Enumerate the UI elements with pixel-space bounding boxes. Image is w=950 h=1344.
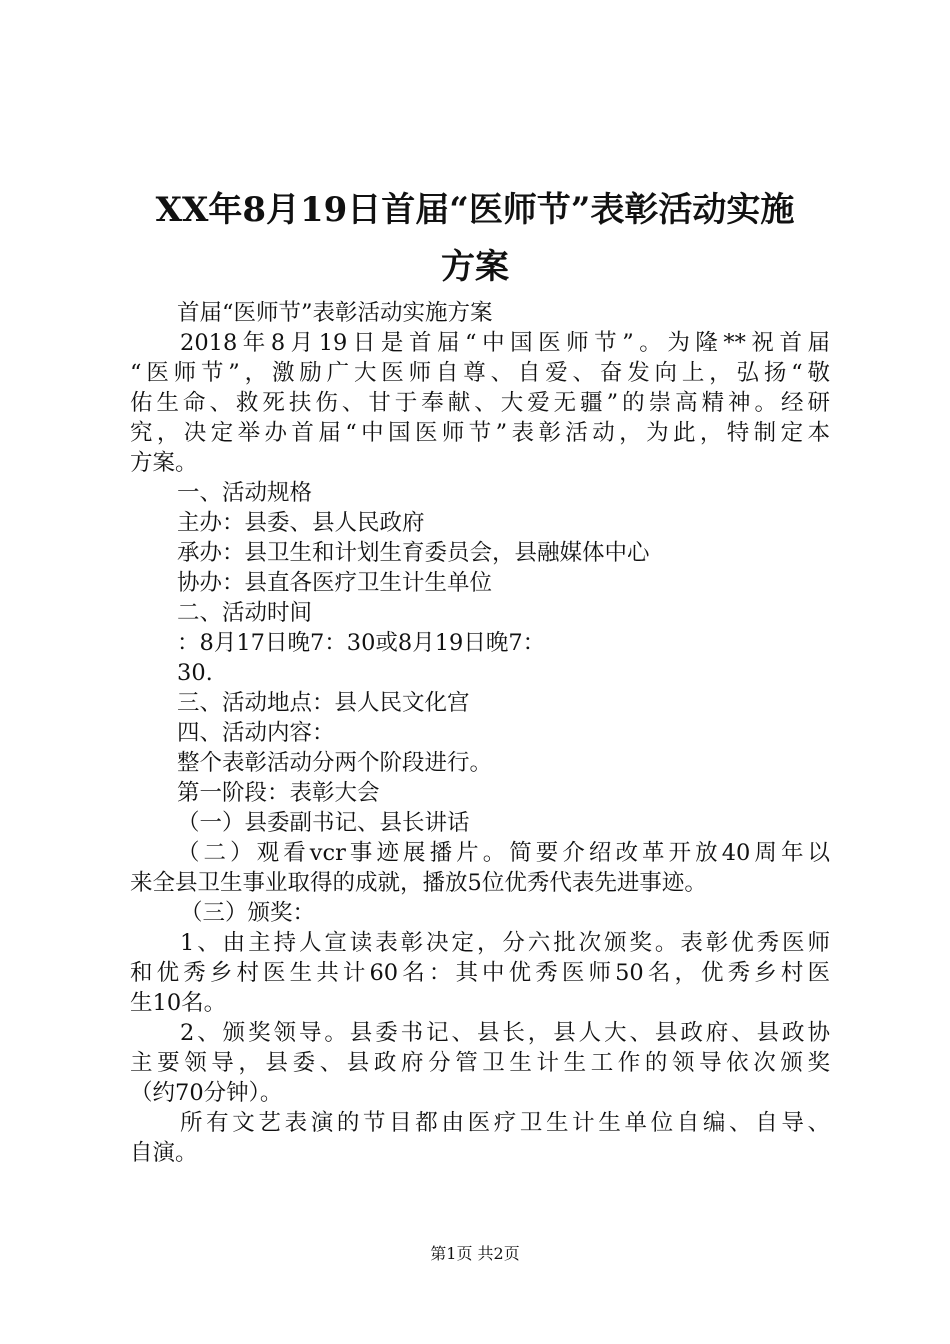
paragraph-line: （一）县委副书记、县长讲话 — [177, 810, 470, 836]
paragraph-line: （约70分钟）。 — [130, 1080, 283, 1106]
paragraph-line: 承办：县卫生和计划生育委员会，县融媒体中心 — [177, 540, 650, 566]
section-heading: 三、活动地点：县人民文化宫 — [177, 690, 470, 716]
paragraph-line: 和优秀乡村医生共计60名：其中优秀医师50名，优秀乡村医 — [130, 960, 830, 986]
paragraph-line: （二）观看vcr事迹展播片。简要介绍改革开放40周年以 — [177, 840, 830, 866]
paragraph-line: 整个表彰活动分两个阶段进行。 — [177, 750, 493, 776]
section-heading: 四、活动内容： — [177, 720, 335, 746]
section-heading: 二、活动时间 — [177, 600, 313, 626]
paragraph-line: （三）颁奖： — [180, 900, 316, 926]
page-number-footer: 第1页 共2页 — [430, 1244, 520, 1263]
paragraph-line: 究，决定举办首届“中国医师节”表彰活动，为此，特制定本 — [130, 420, 830, 446]
section-heading: 一、活动规格 — [177, 480, 313, 506]
paragraph-line: 2、颁奖领导。县委书记、县长，县人大、县政府、县政协 — [180, 1020, 830, 1046]
paragraph-line: 主办：县委、县人民政府 — [177, 510, 425, 536]
paragraph-line: 2018年8月19日是首届“中国医师节”。为隆**祝首届 — [180, 330, 830, 356]
paragraph-line: 首届“医师节”表彰活动实施方案 — [177, 300, 493, 326]
paragraph-line: ：8月17日晚7：30或8月19日晚7： — [177, 630, 546, 656]
paragraph-line: 主要领导，县委、县政府分管卫生计生工作的领导依次颁奖 — [130, 1050, 830, 1076]
paragraph-line: 自演。 — [130, 1140, 198, 1166]
paragraph-line: 30. — [177, 660, 213, 686]
paragraph-line: “医师节”，激励广大医师自尊、自爱、奋发向上，弘扬“敬 — [130, 360, 830, 386]
paragraph-line: 协办：县直各医疗卫生计生单位 — [177, 570, 493, 596]
paragraph-line: 方案。 — [130, 450, 198, 476]
paragraph-line: 生10名。 — [130, 990, 227, 1016]
paragraph-line: 所有文艺表演的节目都由医疗卫生计生单位自编、自导、 — [180, 1110, 830, 1136]
paragraph-line: 佑生命、救死扶伤、甘于奉献、大爱无疆”的崇高精神。经研 — [130, 390, 830, 416]
paragraph-line: 第一阶段：表彰大会 — [177, 780, 380, 806]
paragraph-line: 来全县卫生事业取得的成就，播放5位优秀代表先进事迹。 — [130, 870, 707, 896]
document-body — [130, 298, 830, 1168]
document-title-line-2: 方案 — [441, 247, 509, 287]
document-title-line-1: XX年8月19日首届“医师节”表彰活动实施 — [155, 190, 795, 230]
paragraph-line: 1、由主持人宣读表彰决定，分六批次颁奖。表彰优秀医师 — [180, 930, 830, 956]
